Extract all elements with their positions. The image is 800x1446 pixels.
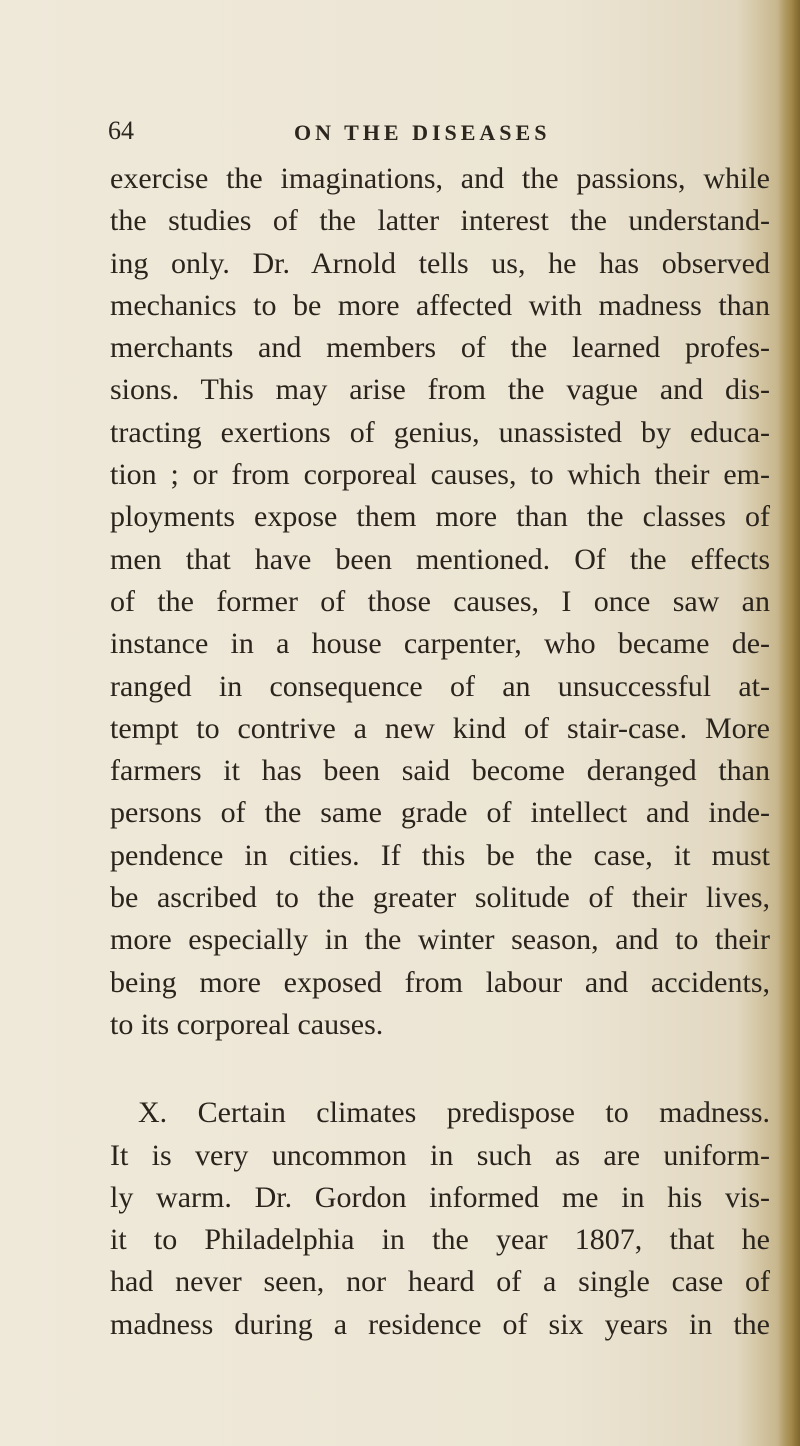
text-line: be ascribed to the greater solitude of their lives,: [110, 881, 770, 915]
text-line: men that have been mentioned. Of the effects: [110, 542, 770, 576]
text-line: ing only. Dr. Arnold tells us, he has observed: [110, 246, 770, 280]
body-text: [110, 158, 770, 1346]
text-line: merchants and members of the learned profes-: [110, 331, 770, 365]
text-line: ployments expose them more than the classes of: [110, 500, 770, 534]
text-line: madness during a residence of six years in the: [110, 1307, 770, 1341]
text-line: being more exposed from labour and accidents,: [110, 965, 770, 999]
paragraph-2: [110, 1092, 770, 1346]
paragraph-1: [110, 158, 770, 1046]
text-line: it to Philadelphia in the year 1807, that he: [110, 1223, 770, 1257]
page-edge-shadow: [778, 0, 800, 1446]
text-line: It is very uncommon in such as are uniform-: [110, 1138, 770, 1172]
text-line: pendence in cities. If this be the case, it must: [110, 838, 770, 872]
text-line: exercise the imaginations, and the passions, while: [110, 162, 770, 195]
text-line: tion ; or from corporeal causes, to which their em-: [110, 458, 770, 492]
text-line: ly warm. Dr. Gordon informed me in his vis-: [110, 1180, 770, 1214]
text-line: tempt to contrive a new kind of stair-case. More: [110, 711, 770, 745]
text-line: instance in a house carpenter, who became de-: [110, 627, 770, 661]
text-line: sions. This may arise from the vague and dis-: [110, 373, 770, 407]
text-line: X. Certain climates predispose to madness.: [138, 1096, 770, 1130]
text-line: the studies of the latter interest the understand-: [110, 204, 770, 238]
text-line: persons of the same grade of intellect and inde-: [110, 796, 770, 830]
text-line: tracting exertions of genius, unassisted by educa-: [110, 415, 770, 449]
text-line: had never seen, nor heard of a single case of: [110, 1265, 770, 1299]
text-line: to its corporeal causes.: [110, 1007, 384, 1041]
running-head: [108, 116, 628, 156]
text-line: ranged in consequence of an unsuccessful at-: [110, 669, 770, 703]
page-number: 64: [108, 116, 134, 145]
running-head-title: ON THE DISEASES: [294, 120, 551, 145]
text-line: farmers it has been said become deranged than: [110, 754, 770, 788]
paragraph-gap: [110, 1046, 770, 1092]
text-line: more especially in the winter season, and to their: [110, 923, 770, 957]
text-line: of the former of those causes, I once saw an: [110, 584, 770, 618]
text-line: mechanics to be more affected with madness than: [110, 288, 770, 322]
